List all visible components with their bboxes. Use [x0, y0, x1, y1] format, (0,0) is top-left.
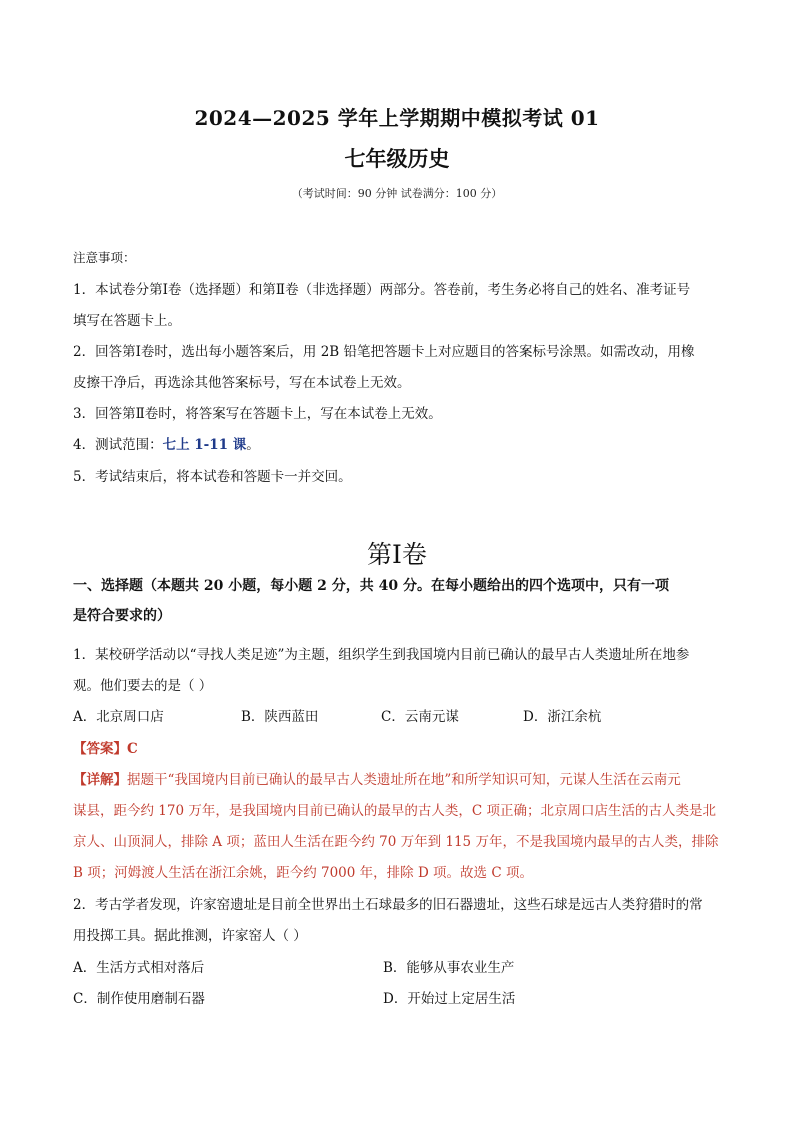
- answer-value: C: [127, 741, 138, 757]
- note-item: 2．回答第Ⅰ卷时，选出每小题答案后，用 2B 铅笔把答题卡上对应题目的答案标号涂黑。如需改动，用橡: [73, 344, 695, 360]
- question-options: [73, 987, 725, 1007]
- option-d: D．浙江余杭: [523, 709, 602, 725]
- option-c: C．制作使用磨制石器: [73, 991, 205, 1007]
- question-stem: 2．考古学者发现，许家窑遗址是目前全世界出土石球最多的旧石器遗址，这些石球是远古人类狩猎时的常: [73, 897, 703, 913]
- question-stem: 用投掷工具。据此推测，许家窑人（ ）: [73, 928, 307, 944]
- section-instructions: 一、选择题（本题共 20 小题，每小题 2 分，共 40 分。在每小题给出的四个选项中，只有一项: [73, 578, 669, 594]
- question-stem: 观。他们要去的是（ ）: [73, 678, 213, 694]
- detail-line: 京人、山顶洞人，排除 A 项；蓝田人生活在距今约 70 万年到 115 万年，不是我国境内最早的古人类，排除: [73, 834, 719, 850]
- exam-meta: （考试时间：90 分钟 试卷满分：100 分）: [291, 187, 503, 200]
- option-b: B．能够从事农业生产: [383, 960, 515, 976]
- note-item: 皮擦干净后，再选涂其他答案标号，写在本试卷上无效。: [73, 375, 411, 391]
- answer-line: [73, 737, 725, 757]
- note-scope-value: 七上 1-11 课: [162, 437, 247, 453]
- detail-label: 【详解】: [73, 772, 127, 788]
- notes-heading: 注意事项：: [73, 250, 136, 265]
- section-instructions: 是符合要求的）: [73, 608, 171, 624]
- exam-subtitle: 七年级历史: [344, 146, 450, 171]
- option-c: C．云南元谋: [381, 709, 459, 725]
- note-item: 填写在答题卡上。: [73, 313, 181, 329]
- detail-line: B 项；河姆渡人生活在浙江余姚，距今约 7000 年，排除 D 项。故选 C 项。: [73, 865, 533, 881]
- note-item: 3．回答第Ⅱ卷时，将答案写在答题卡上，写在本试卷上无效。: [73, 406, 442, 422]
- detail-line: 谋县，距今约 170 万年，是我国境内目前已确认的最早的古人类，C 项正确；北京周口店生活的古人类是北: [73, 803, 716, 819]
- question-options: [73, 705, 725, 725]
- note-item: 1．本试卷分第Ⅰ卷（选择题）和第Ⅱ卷（非选择题）两部分。答卷前，考生务必将自己的姓名、准考证号: [73, 282, 691, 298]
- section-title: 第Ⅰ卷: [367, 540, 427, 569]
- question-stem: 1．某校研学活动以“寻找人类足迹”为主题，组织学生到我国境内目前已确认的最早古人类遗址所在地参: [73, 647, 690, 663]
- option-d: D．开始过上定居生活: [383, 991, 516, 1007]
- note-scope-end: 。: [246, 437, 260, 453]
- detail-text: 据题干“我国境内目前已确认的最早古人类遗址所在地”和所学知识可知，元谋人生活在云南元: [127, 772, 681, 788]
- option-b: B．陕西蓝田: [241, 709, 319, 725]
- note-item: 5．考试结束后，将本试卷和答题卡一并交回。: [73, 469, 352, 485]
- option-a: A．生活方式相对落后: [73, 960, 205, 976]
- option-a: A．北京周口店: [73, 709, 164, 725]
- question-options: [73, 956, 725, 976]
- exam-title: 2024—2025 学年上学期期中模拟考试 01: [194, 106, 600, 130]
- note-scope-label: 4．测试范围：: [73, 437, 163, 453]
- answer-label: 【答案】: [73, 741, 127, 757]
- detail-line: [73, 768, 725, 788]
- note-item-scope: [73, 433, 725, 453]
